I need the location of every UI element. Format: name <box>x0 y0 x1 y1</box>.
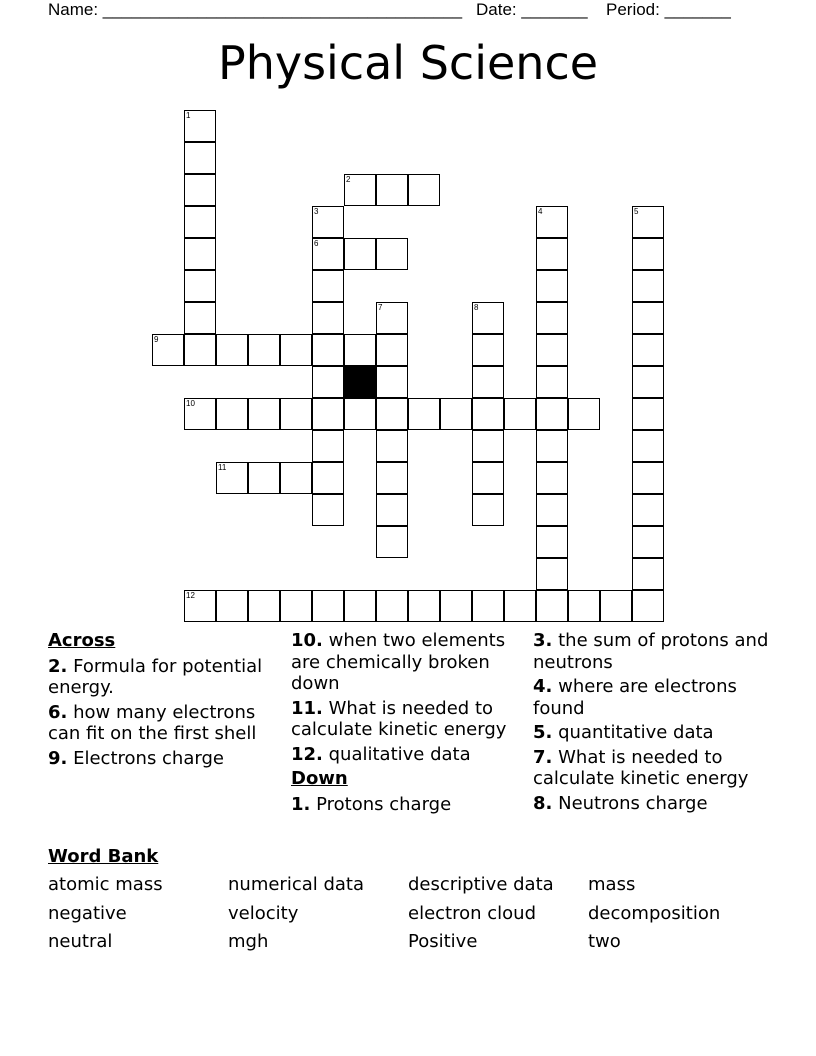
clue-down-8 <box>533 793 773 815</box>
clue-number: 6. <box>48 701 68 723</box>
clue-number: 1. <box>291 793 311 815</box>
clue-number-label: 4 <box>538 207 543 216</box>
clue-number: 9. <box>48 747 68 769</box>
grid-cell[interactable] <box>632 398 664 430</box>
clue-down-3 <box>533 630 773 673</box>
grid-cell[interactable] <box>408 590 440 622</box>
grid-cell[interactable] <box>632 494 664 526</box>
clues-column-1 <box>48 630 283 772</box>
grid-cell[interactable] <box>632 206 664 238</box>
grid-cell[interactable] <box>632 238 664 270</box>
grid-cell[interactable] <box>536 526 568 558</box>
grid-cell[interactable] <box>376 590 408 622</box>
grid-cell[interactable] <box>216 334 248 366</box>
grid-cell[interactable] <box>344 174 376 206</box>
grid-cell[interactable] <box>536 366 568 398</box>
clue-down-1 <box>291 794 527 816</box>
clue-number: 7. <box>533 746 553 768</box>
clues-column-2 <box>291 630 527 818</box>
clue-number-label: 8 <box>474 303 479 312</box>
grid-cell[interactable] <box>472 366 504 398</box>
grid-cell[interactable] <box>472 430 504 462</box>
grid-cell[interactable] <box>536 206 568 238</box>
grid-cell[interactable] <box>536 590 568 622</box>
grid-cell[interactable] <box>312 590 344 622</box>
grid-cell[interactable] <box>184 238 216 270</box>
grid-cell[interactable] <box>280 334 312 366</box>
word-bank-word: negative <box>48 902 127 924</box>
clue-text: when two elements are chemically broken down <box>291 630 506 694</box>
grid-cell[interactable] <box>248 462 280 494</box>
grid-cell[interactable] <box>568 590 600 622</box>
grid-cell[interactable] <box>536 494 568 526</box>
grid-cell[interactable] <box>472 590 504 622</box>
clue-number: 5. <box>533 722 553 743</box>
clue-number-label: 11 <box>218 463 227 472</box>
clue-down-7 <box>533 747 773 790</box>
clue-down-5 <box>533 722 773 744</box>
grid-cell[interactable] <box>632 590 664 622</box>
clue-number: 4. <box>533 676 553 697</box>
clue-number-label: 6 <box>314 239 319 248</box>
grid-cell[interactable] <box>472 462 504 494</box>
grid-cell[interactable] <box>280 590 312 622</box>
word-bank-word: mass <box>588 874 636 895</box>
grid-cell[interactable] <box>184 110 216 142</box>
clue-text: qualitative data <box>328 743 471 765</box>
grid-cell[interactable] <box>536 334 568 366</box>
grid-cell[interactable] <box>312 302 344 334</box>
grid-cell[interactable] <box>184 270 216 302</box>
clue-across-12 <box>291 744 527 766</box>
clue-text: Protons charge <box>316 793 452 815</box>
grid-cell[interactable] <box>536 238 568 270</box>
grid-cell[interactable] <box>376 494 408 526</box>
grid-cell[interactable] <box>184 334 216 366</box>
word-bank-word: atomic mass <box>48 874 163 895</box>
clue-text: What is needed to calculate kinetic energy <box>533 746 749 789</box>
clue-number-label: 5 <box>634 207 639 216</box>
grid-cell[interactable] <box>536 398 568 430</box>
clue-text: Neutrons charge <box>558 792 708 814</box>
clue-text: Electrons charge <box>73 747 224 769</box>
clue-number: 8. <box>533 792 553 814</box>
word-bank-word: numerical data <box>228 874 365 895</box>
word-bank-word: electron cloud <box>408 902 536 924</box>
grid-cell[interactable] <box>312 366 344 398</box>
grid-cell[interactable] <box>408 398 440 430</box>
clues-column-3 <box>533 630 773 817</box>
word-bank-word: Positive <box>408 931 478 952</box>
grid-cell[interactable] <box>568 398 600 430</box>
clue-across-9 <box>48 748 283 770</box>
black-cell <box>344 366 376 398</box>
grid-cell[interactable] <box>344 590 376 622</box>
grid-cell[interactable] <box>216 398 248 430</box>
clue-number-label: 9 <box>154 335 159 344</box>
clue-number-label: 12 <box>186 591 195 600</box>
grid-cell[interactable] <box>472 334 504 366</box>
grid-cell[interactable] <box>152 334 184 366</box>
clue-number: 10. <box>291 630 323 651</box>
grid-cell[interactable] <box>344 334 376 366</box>
grid-cell[interactable] <box>504 590 536 622</box>
grid-cell[interactable] <box>344 398 376 430</box>
grid-cell[interactable] <box>280 462 312 494</box>
down-heading: Down <box>291 768 348 789</box>
grid-cell[interactable] <box>632 462 664 494</box>
date-field[interactable]: Date: _______ <box>476 0 588 19</box>
grid-cell[interactable] <box>536 302 568 334</box>
clue-across-11 <box>291 698 527 741</box>
clue-number: 2. <box>48 655 68 677</box>
grid-cell[interactable] <box>632 430 664 462</box>
grid-cell[interactable] <box>632 302 664 334</box>
grid-cell[interactable] <box>312 494 344 526</box>
grid-cell[interactable] <box>376 398 408 430</box>
grid-cell[interactable] <box>184 142 216 174</box>
grid-cell[interactable] <box>248 590 280 622</box>
grid-cell[interactable] <box>312 334 344 366</box>
grid-cell[interactable] <box>632 558 664 590</box>
word-bank-heading: Word Bank <box>48 846 159 867</box>
word-bank-word: descriptive data <box>408 874 554 895</box>
grid-cell[interactable] <box>632 366 664 398</box>
clue-text: where are electrons found <box>533 676 737 719</box>
grid-cell[interactable] <box>632 526 664 558</box>
word-bank-word: mgh <box>228 931 269 952</box>
grid-cell[interactable] <box>184 174 216 206</box>
grid-cell[interactable] <box>376 302 408 334</box>
grid-cell[interactable] <box>376 366 408 398</box>
grid-cell[interactable] <box>536 558 568 590</box>
grid-cell[interactable] <box>632 270 664 302</box>
clue-down-4 <box>533 676 773 719</box>
grid-cell[interactable] <box>440 398 472 430</box>
grid-cell[interactable] <box>312 462 344 494</box>
grid-cell[interactable] <box>376 334 408 366</box>
grid-cell[interactable] <box>504 398 536 430</box>
grid-cell[interactable] <box>312 430 344 462</box>
word-bank-word: two <box>588 931 621 952</box>
clue-number: 11. <box>291 697 323 719</box>
grid-cell[interactable] <box>216 590 248 622</box>
grid-cell[interactable] <box>280 398 312 430</box>
clue-number-label: 10 <box>186 399 195 408</box>
grid-cell[interactable] <box>344 238 376 270</box>
clue-number: 3. <box>533 630 553 651</box>
page-title: Physical Science <box>217 36 599 90</box>
clue-number-label: 2 <box>346 175 351 184</box>
grid-cell[interactable] <box>536 462 568 494</box>
grid-cell[interactable] <box>472 398 504 430</box>
clue-number-label: 1 <box>186 111 191 120</box>
clue-text: quantitative data <box>558 722 714 743</box>
word-bank-word: neutral <box>48 931 113 952</box>
grid-cell[interactable] <box>184 398 216 430</box>
grid-cell[interactable] <box>376 430 408 462</box>
grid-cell[interactable] <box>632 334 664 366</box>
grid-cell[interactable] <box>408 174 440 206</box>
grid-cell[interactable] <box>600 590 632 622</box>
grid-cell[interactable] <box>248 334 280 366</box>
grid-cell[interactable] <box>184 302 216 334</box>
grid-cell[interactable] <box>440 590 472 622</box>
clue-text: What is needed to calculate kinetic energy <box>291 697 507 740</box>
grid-cell[interactable] <box>376 174 408 206</box>
grid-cell[interactable] <box>312 270 344 302</box>
grid-cell[interactable] <box>312 206 344 238</box>
grid-cell[interactable] <box>472 494 504 526</box>
grid-cell[interactable] <box>536 270 568 302</box>
across-heading: Across <box>48 630 116 651</box>
grid-cell[interactable] <box>184 590 216 622</box>
word-bank-word: decomposition <box>588 902 721 924</box>
grid-cell[interactable] <box>248 398 280 430</box>
period-field[interactable]: Period: _______ <box>606 0 731 19</box>
grid-cell[interactable] <box>536 430 568 462</box>
grid-cell[interactable] <box>312 398 344 430</box>
clue-number-label: 3 <box>314 207 319 216</box>
name-field[interactable]: Name: ______________________________________ <box>48 0 463 19</box>
grid-cell[interactable] <box>312 238 344 270</box>
clue-across-10 <box>291 630 527 695</box>
clue-text: the sum of protons and neutrons <box>533 630 769 673</box>
clue-across-2 <box>48 656 283 699</box>
grid-cell[interactable] <box>472 302 504 334</box>
clue-text: Formula for potential energy. <box>48 655 263 698</box>
clue-number-label: 7 <box>378 303 383 312</box>
grid-cell[interactable] <box>376 238 408 270</box>
clue-text: how many electrons can fit on the first shell <box>48 701 257 744</box>
clue-across-6 <box>48 702 283 745</box>
grid-cell[interactable] <box>184 206 216 238</box>
grid-cell[interactable] <box>376 462 408 494</box>
clue-number: 12. <box>291 743 323 765</box>
grid-cell[interactable] <box>376 526 408 558</box>
word-bank-word: velocity <box>228 902 299 924</box>
grid-cell[interactable] <box>216 462 248 494</box>
